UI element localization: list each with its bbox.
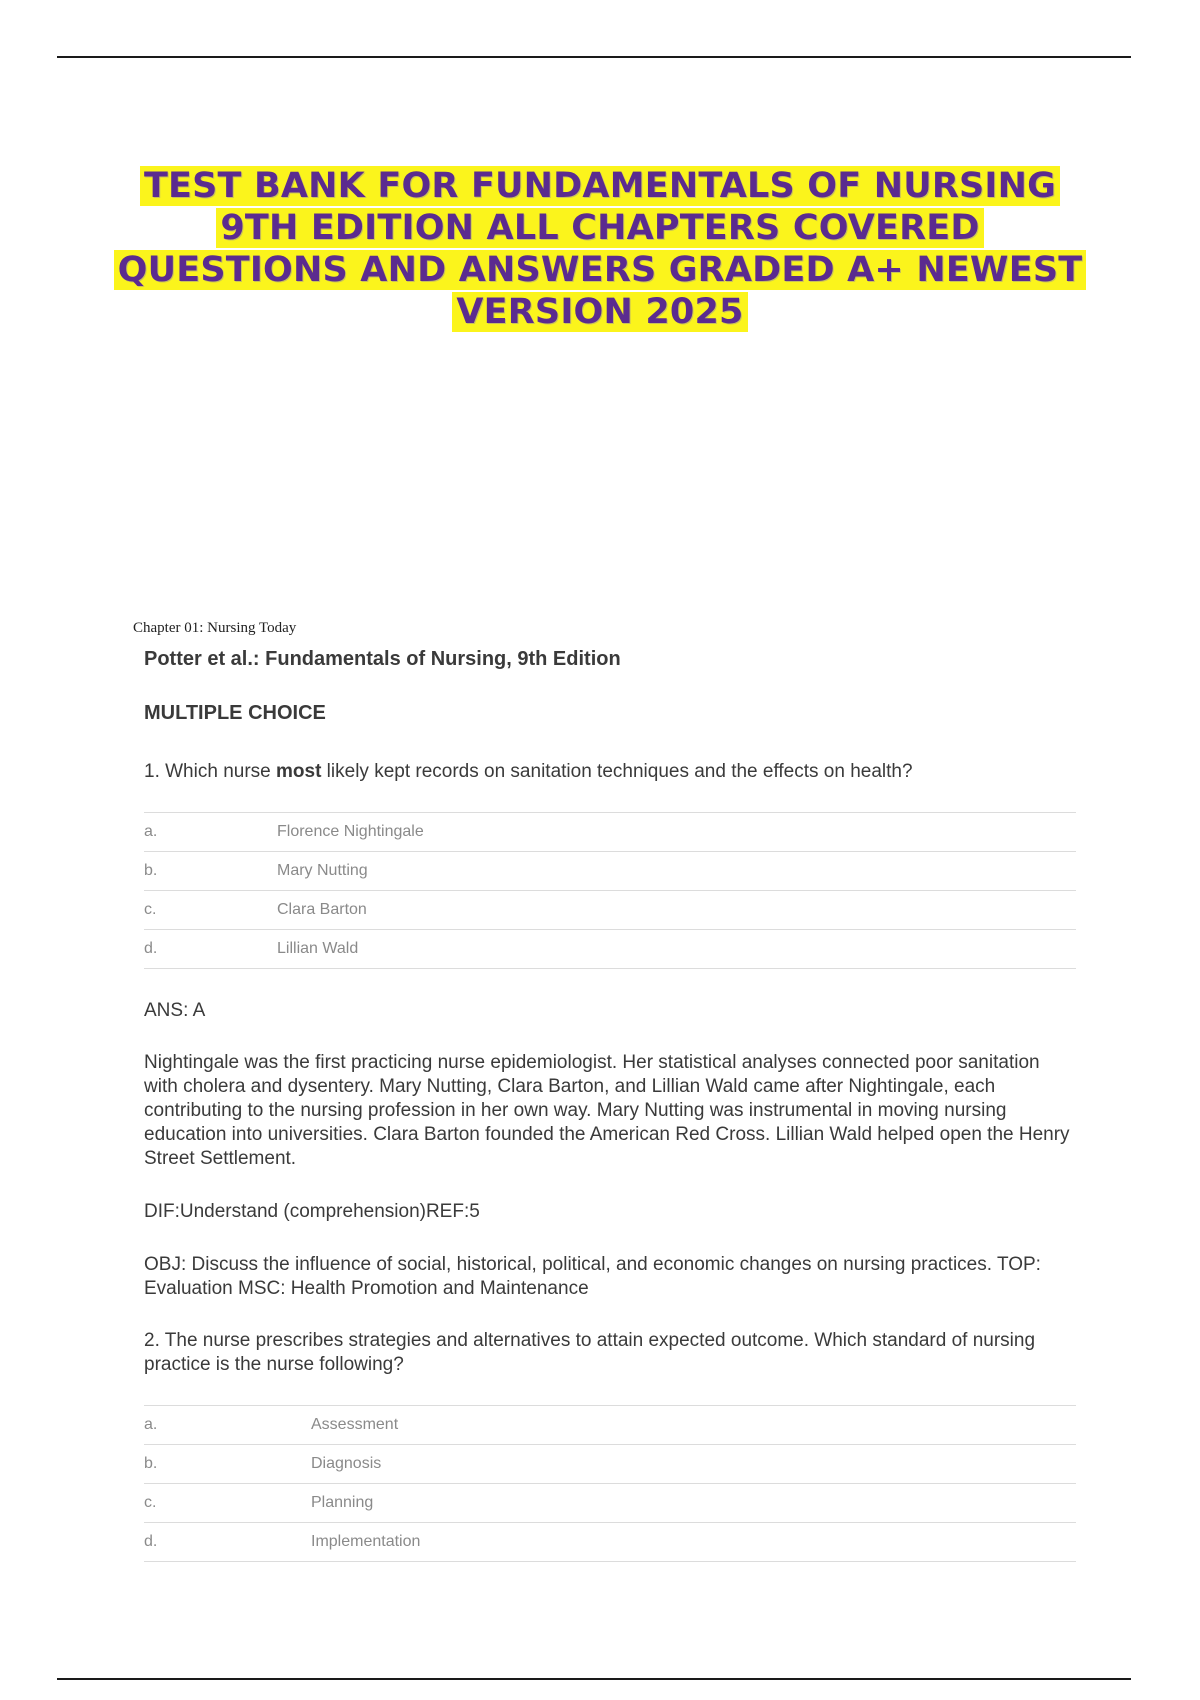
option-row bbox=[144, 891, 1076, 930]
option-text: Planning bbox=[311, 1484, 1076, 1523]
question-1 bbox=[144, 760, 1074, 784]
question-2: 2. The nurse prescribes strategies and alternatives to attain expected outcome. Which standard of nursing practice is the nurse following? bbox=[144, 1330, 1036, 1375]
rationale: Nightingale was the first practicing nurse epidemiologist. Her statistical analyses connected poor sanitation with cholera and dysentery. Mary Nutting, Clara Barton, and Lillian Wald came after Nightingale, each contributing to the nursing profession in her own way. Mary Nutting was instrumental in moving nursing education into universities. Clara Barton founded the American Red Cross. Lillian Wald helped open the Henry Street Settlement. bbox=[144, 1052, 1070, 1169]
title-line-3: QUESTIONS AND ANSWERS GRADED A+ NEWEST bbox=[114, 250, 1087, 290]
option-row bbox=[144, 1523, 1076, 1562]
option-row bbox=[144, 1406, 1076, 1445]
option-row bbox=[144, 813, 1076, 852]
section-heading: MULTIPLE CHOICE bbox=[144, 702, 326, 724]
option-letter: b. bbox=[144, 852, 277, 891]
option-letter: a. bbox=[144, 1406, 311, 1445]
option-letter: c. bbox=[144, 891, 277, 930]
option-text: Diagnosis bbox=[311, 1445, 1076, 1484]
option-text: Lillian Wald bbox=[277, 930, 1076, 969]
option-row bbox=[144, 852, 1076, 891]
option-text: Florence Nightingale bbox=[277, 813, 1076, 852]
document-title bbox=[100, 165, 1100, 333]
option-text: Implementation bbox=[311, 1523, 1076, 1562]
difficulty-reference: DIF:Understand (comprehension)REF:5 bbox=[144, 1201, 480, 1222]
option-letter: d. bbox=[144, 930, 277, 969]
option-row bbox=[144, 1445, 1076, 1484]
bottom-rule bbox=[57, 1678, 1131, 1680]
top-rule bbox=[57, 56, 1131, 58]
title-line-1: TEST BANK FOR FUNDAMENTALS OF NURSING bbox=[140, 166, 1060, 206]
option-letter: c. bbox=[144, 1484, 311, 1523]
chapter-heading: Chapter 01: Nursing Today bbox=[133, 620, 297, 636]
title-line-2: 9TH EDITION ALL CHAPTERS COVERED bbox=[216, 208, 983, 248]
objective-topic: OBJ: Discuss the influence of social, historical, political, and economic changes on nursing practices. TOP: Evaluation MSC: Health Promotion and Maintenance bbox=[144, 1254, 1041, 1299]
question-1-emphasis: most bbox=[276, 761, 322, 782]
option-letter: a. bbox=[144, 813, 277, 852]
title-line-4: VERSION 2025 bbox=[452, 292, 747, 332]
question-1-prefix: 1. Which nurse bbox=[144, 761, 276, 782]
question-1-suffix: likely kept records on sanitation techniques and the effects on health? bbox=[321, 761, 913, 782]
answer-key: ANS: A bbox=[144, 1000, 206, 1021]
question-2-options bbox=[144, 1405, 1076, 1562]
option-text: Mary Nutting bbox=[277, 852, 1076, 891]
option-text: Clara Barton bbox=[277, 891, 1076, 930]
option-text: Assessment bbox=[311, 1406, 1076, 1445]
option-row bbox=[144, 930, 1076, 969]
option-row bbox=[144, 1484, 1076, 1523]
option-letter: b. bbox=[144, 1445, 311, 1484]
question-1-options bbox=[144, 812, 1076, 969]
option-letter: d. bbox=[144, 1523, 311, 1562]
book-reference: Potter et al.: Fundamentals of Nursing, 9th Edition bbox=[144, 648, 621, 670]
